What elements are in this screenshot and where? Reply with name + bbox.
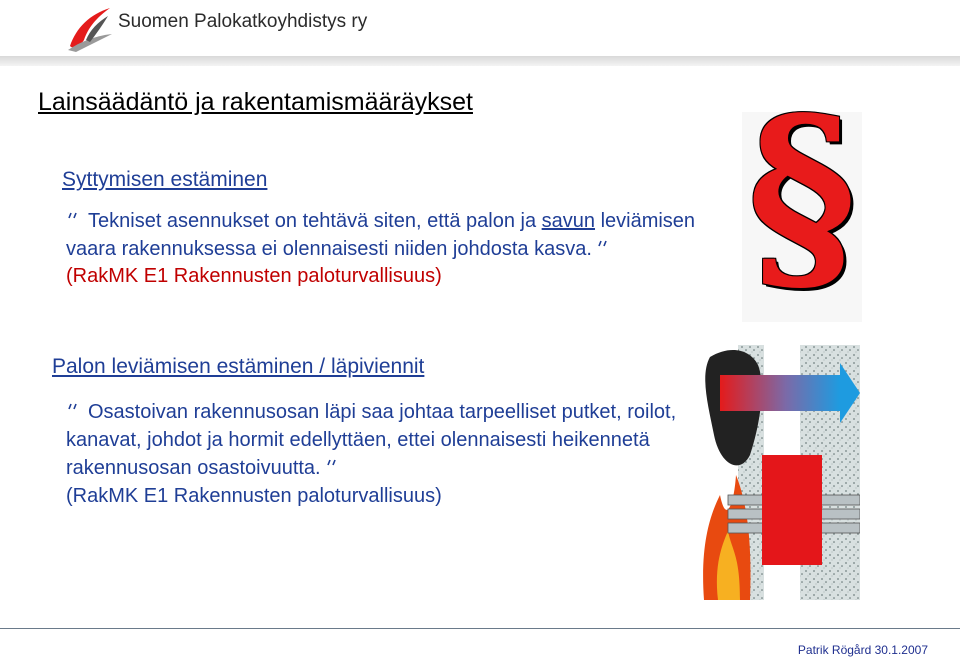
paragraph-text: Osastoivan rakennusosan läpi saa johtaa tarpeelliset putket, roilot, kanavat, johdot ja hormit edellyttäen, ettei olennaisesti heikennetä rakennusosan osastoivuutta.: [66, 401, 677, 479]
quote-mark-icon: [66, 212, 84, 226]
reference-citation: (RakMK E1 Rakennusten paloturvallisuus): [66, 485, 442, 507]
footer-divider: [0, 628, 960, 629]
paragraph-text-end: leviämisen vaara rakennuksessa ei olennaisesti niiden johdosta kasva.: [66, 210, 696, 260]
quote-mark-icon: [596, 240, 614, 254]
slide-title: Lainsäädäntö ja rakentamismääräykset: [38, 88, 473, 116]
paragraph-text-start: Tekniset asennukset on tehtävä siten, että palon ja: [88, 210, 542, 232]
section-heading-ignition: Syttymisen estäminen: [62, 168, 268, 191]
section-heading-penetrations: Palon leviämisen estäminen / läpiviennit: [52, 355, 425, 378]
organization-name: Suomen Palokatkoyhdistys ry: [118, 11, 368, 32]
header: [0, 0, 960, 56]
header-divider: [0, 56, 960, 66]
reference-citation: (RakMK E1 Rakennusten paloturvallisuus): [66, 265, 442, 287]
paragraph-text-underlined: savun: [541, 210, 596, 232]
paragraph-ignition: [66, 208, 726, 291]
quote-mark-icon: [325, 459, 343, 473]
section-sign-icon: §: [742, 112, 862, 322]
paragraph-penetrations: [66, 398, 706, 510]
fire-penetration-illustration: [700, 345, 860, 600]
flame-swoosh-logo-icon: [66, 6, 114, 52]
quote-mark-icon: [66, 403, 84, 417]
footer-author-date: Patrik Rögård 30.1.2007: [797, 643, 928, 657]
